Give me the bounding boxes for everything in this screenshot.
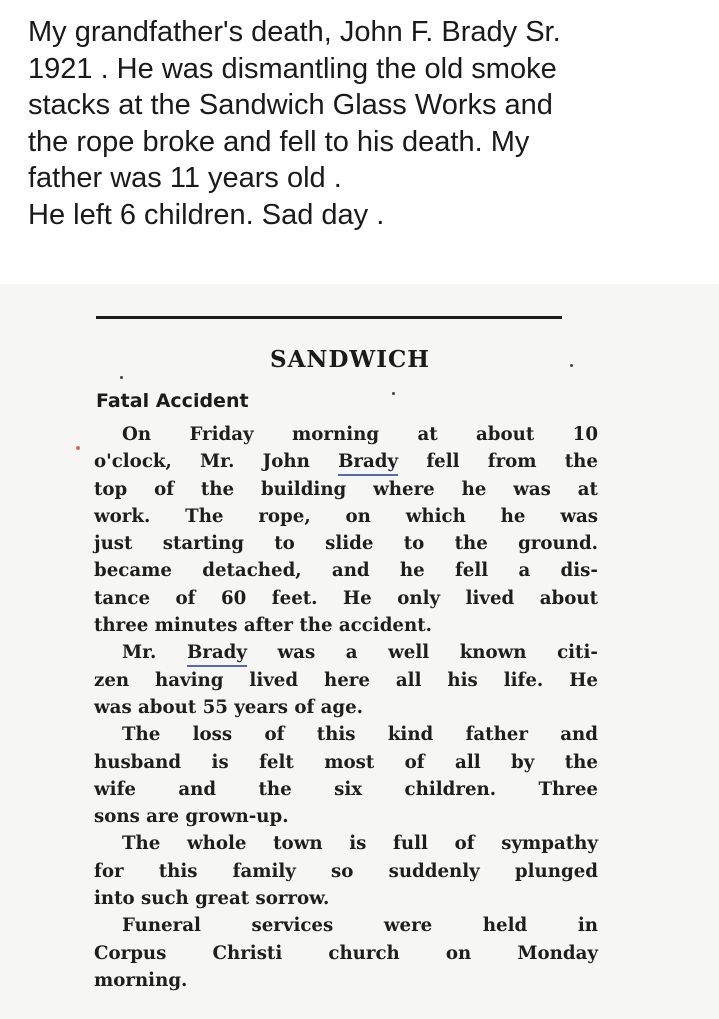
article-word: at [417, 424, 438, 445]
article-word: The [185, 505, 224, 527]
article-line [94, 557, 598, 584]
newspaper-clipping [0, 284, 719, 1019]
article-word: life. [503, 669, 544, 691]
article-word: ground. [518, 533, 598, 555]
article-word: is [211, 751, 229, 773]
article-word: at [577, 478, 598, 500]
print-speck [570, 364, 573, 367]
article-line-text: into such great sorrow. [94, 888, 330, 910]
article-word: kind [387, 724, 434, 746]
article-word: top [94, 478, 128, 500]
caption-line: My grandfather's death, John F. Brady Sr. [28, 16, 561, 48]
article-line-text: sons are grown-up. [94, 806, 289, 828]
print-speck [392, 392, 395, 395]
article-word: only [397, 587, 441, 609]
article-word: citi- [557, 642, 598, 664]
article-word: of [175, 587, 196, 609]
article-word: The [122, 833, 161, 855]
article-word: all [395, 669, 422, 691]
article-word: On [122, 424, 152, 445]
article-word: a [345, 642, 358, 664]
article-word: wife [94, 778, 136, 800]
caption-line: the rope broke and fell to his death. My [28, 125, 530, 158]
article-word: was [277, 642, 316, 664]
article-word: lived [465, 587, 515, 609]
article-word: for [94, 860, 124, 882]
article-line [94, 585, 598, 612]
article-line-text: morning. [94, 969, 188, 991]
article-word: lived [249, 669, 299, 691]
article-word: slide [325, 533, 374, 555]
article-word: in [577, 915, 598, 937]
article-word: of [404, 751, 425, 773]
article-word: detached, [202, 560, 302, 582]
article-word: the [454, 533, 488, 555]
article-line [94, 803, 598, 830]
article-line-text: three minutes after the accident. [94, 615, 432, 637]
article-word: feet. [271, 587, 318, 609]
article-word: held [482, 915, 528, 937]
article-word: well [388, 642, 430, 664]
article-word: town [273, 833, 323, 855]
article-word: John [262, 451, 310, 473]
article-line [94, 448, 598, 475]
article-line [94, 858, 598, 885]
article-word: Mr. [200, 451, 235, 473]
article-word: He [342, 587, 372, 609]
article-word: work. [94, 505, 151, 527]
article-word: the [258, 778, 292, 800]
article-word: having [155, 669, 224, 691]
article-word: which [405, 505, 466, 527]
article-word: father [465, 724, 528, 746]
post-caption [28, 14, 708, 234]
article-word: on [445, 942, 472, 964]
article-line [94, 830, 598, 857]
article-word: Mr. [122, 642, 157, 664]
article-word: family [232, 860, 296, 882]
article-word: zen [94, 669, 130, 691]
article-word: whole [187, 833, 247, 855]
print-speck [76, 446, 80, 450]
article-line [94, 967, 598, 994]
article-word: Friday [189, 424, 254, 445]
article-line [94, 421, 598, 448]
article-word: his [447, 669, 478, 691]
article-line [94, 940, 598, 967]
article-word: is [349, 833, 367, 855]
article-word: Monday [517, 942, 598, 964]
article-word: sympathy [501, 833, 598, 855]
article-word: he [399, 560, 425, 582]
article-word: plunged [514, 860, 598, 882]
article-line [94, 530, 598, 557]
article-word: a [518, 560, 531, 582]
article-word: Brady [187, 639, 247, 666]
article-word: so [331, 860, 354, 882]
article-word: fell [454, 560, 489, 582]
article-line [94, 721, 598, 748]
article-line [94, 885, 598, 912]
article-word: on [345, 505, 371, 527]
article-word: the [200, 478, 235, 500]
article-line [94, 694, 598, 721]
article-subhead: Fatal Accident [96, 390, 249, 412]
article-word: and [331, 560, 370, 582]
column-rule [96, 316, 562, 319]
article-word: 10 [572, 424, 598, 445]
article-line-text: was about 55 years of age. [94, 696, 364, 718]
headline-text: SANDWICH [269, 346, 431, 373]
article-word: to [403, 533, 425, 555]
headline [0, 346, 700, 373]
article-line [94, 476, 598, 503]
article-word: this [158, 860, 198, 882]
article-word: were [383, 915, 433, 937]
article-word: tance [94, 587, 151, 609]
article-line [94, 503, 598, 530]
article-word: He [569, 669, 598, 691]
article-line [94, 749, 598, 776]
article-word: fell [426, 451, 460, 473]
article-word: husband [94, 751, 182, 773]
article-word: Brady [338, 448, 398, 475]
article-word: of [264, 724, 285, 746]
article-line [94, 776, 598, 803]
article-word: 60 [221, 587, 247, 609]
article-word: where [373, 478, 435, 500]
article-word: children. [404, 778, 497, 800]
article-word: the [564, 451, 598, 473]
article-word: most [324, 751, 375, 773]
article-word: and [560, 724, 598, 746]
article-word: became [94, 560, 172, 582]
article-line [94, 667, 598, 694]
article-word: services [251, 915, 334, 937]
article-word: building [260, 478, 347, 500]
article-word: Corpus [94, 942, 167, 964]
article-line [94, 639, 598, 666]
article-word: this [316, 724, 356, 746]
article-word: about [539, 587, 598, 609]
article-word: was [513, 478, 551, 500]
article-word: rope, [258, 505, 311, 527]
article-word: dis- [560, 560, 598, 582]
caption-line: father was 11 years old . [28, 162, 342, 195]
article-word: church [328, 942, 400, 964]
article-word: by [511, 751, 535, 773]
article-word: Christi [212, 942, 283, 964]
article-word: morning [292, 424, 380, 445]
article-word: known [459, 642, 527, 664]
article-word: the [564, 751, 598, 773]
article-line [94, 612, 598, 639]
article-word: he [461, 478, 487, 500]
caption-line: He left 6 children. Sad day . [28, 198, 385, 231]
article-word: loss [192, 724, 233, 746]
article-word: of [454, 833, 475, 855]
article-word: and [178, 778, 217, 800]
article-word: six [334, 778, 363, 800]
article-word: felt [259, 751, 294, 773]
article-word: all [455, 751, 481, 773]
caption-line: 1921 . He was dismantling the old smoke [28, 52, 557, 85]
article-word: Three [538, 778, 598, 800]
article-word: Funeral [122, 915, 201, 937]
article-line [94, 912, 598, 939]
article-word: just [94, 533, 133, 555]
article-word: o'clock, [94, 451, 172, 473]
caption-line: stacks at the Sandwich Glass Works and [28, 89, 553, 122]
article-word: The [122, 724, 161, 746]
article-body [94, 421, 598, 994]
article-word: of [154, 478, 175, 500]
print-speck [120, 376, 123, 379]
article-word: starting [162, 533, 244, 555]
article-word: full [393, 833, 428, 855]
article-word: from [487, 451, 537, 473]
article-word: here [324, 669, 370, 691]
article-word: about [476, 424, 535, 445]
article-word: suddenly [388, 860, 480, 882]
article-word: was [560, 505, 598, 527]
article-word: he [500, 505, 526, 527]
article-word: to [274, 533, 295, 555]
